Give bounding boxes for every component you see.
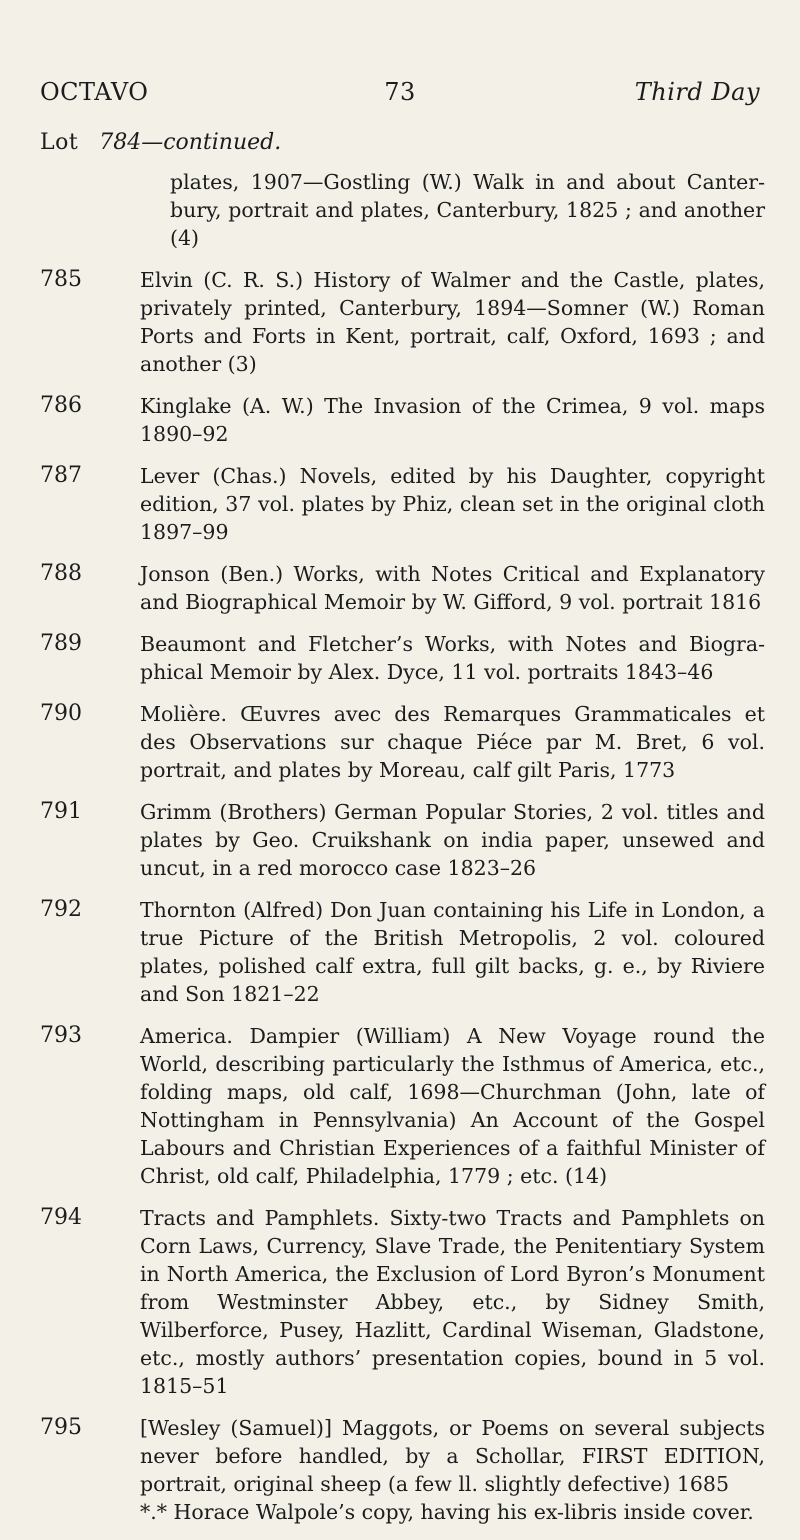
lot-description: America. Dampier (William) A New Voyage round the World, describing particularly the Isthmus of America, etc., folding maps, old calf, 1698—Churchman (John, late of Nottingham in Pennsylvania) An Account of the Gospel Labours and Christian Experiences of a faithful Minister of Christ, old calf, Philadelphia, 1779 ; etc. (14) — [140, 1024, 765, 1188]
lot-number: 786 — [40, 393, 82, 418]
catalogue-entries — [40, 168, 765, 1540]
header-day: Third Day — [634, 78, 760, 106]
catalogue-entry — [40, 392, 765, 448]
lot-number: 788 — [40, 561, 82, 586]
catalogue-entry — [40, 1204, 765, 1400]
lot-label: Lot — [40, 130, 79, 155]
lot-description: Grimm (Brothers) German Popular Stories, 2 vol. titles and plates by Geo. Cruikshank on india paper, unsewed and uncut, in a red morocco case 1823–26 — [140, 800, 765, 880]
lot-description: Tracts and Pamphlets. Sixty-two Tracts and Pamphlets on Corn Laws, Currency, Slave Trade, the Penitentiary System in North America, the Exclusion of Lord Byron’s Monument from Westminster Abbey, etc., by Sidney Smith, Wilberforce, Pusey, Hazlitt, Cardinal Wiseman, Gladstone, etc., mostly authors’ presentation copies, bound in 5 vol. 1815–51 — [140, 1206, 765, 1398]
lot-description: Molière. Œuvres avec des Remarques Grammaticales et des Observations sur chaque Piéce par M. Bret, 6 vol. portrait, and plates by Moreau, calf gilt Paris, 1773 — [140, 702, 765, 782]
lot-number: 794 — [40, 1205, 82, 1230]
lot-continued: 784—continued. — [99, 130, 282, 155]
lot-description: Elvin (C. R. S.) History of Walmer and the Castle, plates, privately printed, Canterbury, 1894—Somner (W.) Roman Ports and Forts in Kent, portrait, calf, Oxford, 1693 ; and another (3) — [140, 268, 765, 376]
lot-number: 789 — [40, 631, 82, 656]
lot-number: 795 — [40, 1415, 82, 1440]
lot-description: Beaumont and Fletcher’s Works, with Notes and Biogra-phical Memoir by Alex. Dyce, 11 vol. portraits 1843–46 — [140, 632, 765, 684]
lot-number: 787 — [40, 463, 82, 488]
continuation-text: plates, 1907—Gostling (W.) Walk in and about Canter-bury, portrait and plates, Canterbury, 1825 ; and another (4) — [170, 170, 765, 250]
header-format: OCTAVO — [40, 78, 149, 106]
lot-heading — [40, 130, 281, 155]
lot-number: 785 — [40, 267, 82, 292]
lot-number: 792 — [40, 897, 82, 922]
catalogue-entry — [40, 560, 765, 616]
provenance-note: *.* Horace Walpole’s copy, having his ex-libris inside cover. — [140, 1500, 754, 1524]
catalogue-entry — [40, 1022, 765, 1190]
catalogue-entry — [40, 462, 765, 546]
page-header — [40, 78, 760, 112]
continuation-entry — [40, 168, 765, 252]
catalogue-entry — [40, 266, 765, 378]
catalogue-entry — [40, 630, 765, 686]
lot-description: Lever (Chas.) Novels, edited by his Daughter, copyright edition, 37 vol. plates by Phiz, clean set in the original cloth 1897–99 — [140, 464, 765, 544]
lot-description: Kinglake (A. W.) The Invasion of the Crimea, 9 vol. maps 1890–92 — [140, 394, 765, 446]
catalogue-entry — [40, 1414, 765, 1526]
catalogue-entry — [40, 896, 765, 1008]
lot-number: 791 — [40, 799, 82, 824]
catalogue-entry — [40, 700, 765, 784]
lot-number: 790 — [40, 701, 82, 726]
catalogue-entry — [40, 798, 765, 882]
lot-number: 793 — [40, 1023, 82, 1048]
lot-description: Thornton (Alfred) Don Juan containing his Life in London, a true Picture of the British Metropolis, 2 vol. coloured plates, polished calf extra, full gilt backs, g. e., by Riviere and Son 1821–22 — [140, 898, 765, 1006]
lot-description: [Wesley (Samuel)] Maggots, or Poems on several subjects never before handled, by a Schollar, FIRST EDITION, portrait, original sheep (a few ll. slightly defective) 1685 — [140, 1416, 765, 1496]
lot-description: Jonson (Ben.) Works, with Notes Critical and Explanatory and Biographical Memoir by W. Gifford, 9 vol. portrait 1816 — [140, 562, 765, 614]
page-number: 73 — [384, 78, 416, 106]
